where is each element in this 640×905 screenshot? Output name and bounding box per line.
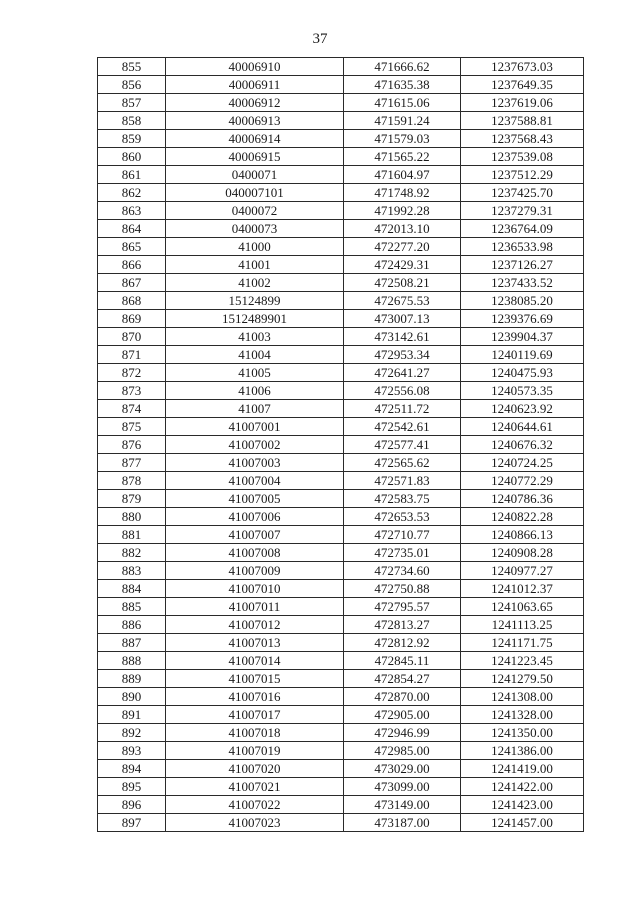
x-coordinate-cell: 472565.62 (344, 454, 461, 472)
point-id-cell: 41007012 (166, 616, 344, 634)
table-row (98, 580, 584, 598)
table-row (98, 508, 584, 526)
x-coordinate-cell: 472812.92 (344, 634, 461, 652)
x-coordinate-cell: 472583.75 (344, 490, 461, 508)
row-number-cell: 855 (98, 58, 166, 76)
table-row (98, 796, 584, 814)
row-number-cell: 870 (98, 328, 166, 346)
point-id-cell: 0400073 (166, 220, 344, 238)
y-coordinate-cell: 1240119.69 (461, 346, 584, 364)
table-row (98, 94, 584, 112)
point-id-cell: 41000 (166, 238, 344, 256)
row-number-cell: 880 (98, 508, 166, 526)
point-id-cell: 41007008 (166, 544, 344, 562)
x-coordinate-cell: 472429.31 (344, 256, 461, 274)
coordinates-table-body (98, 58, 584, 832)
x-coordinate-cell: 471579.03 (344, 130, 461, 148)
row-number-cell: 867 (98, 274, 166, 292)
point-id-cell: 41007007 (166, 526, 344, 544)
y-coordinate-cell: 1240822.28 (461, 508, 584, 526)
x-coordinate-cell: 472710.77 (344, 526, 461, 544)
y-coordinate-cell: 1237673.03 (461, 58, 584, 76)
point-id-cell: 0400072 (166, 202, 344, 220)
row-number-cell: 889 (98, 670, 166, 688)
point-id-cell: 41001 (166, 256, 344, 274)
table-row (98, 778, 584, 796)
y-coordinate-cell: 1237619.06 (461, 94, 584, 112)
table-row (98, 238, 584, 256)
table-row (98, 598, 584, 616)
row-number-cell: 892 (98, 724, 166, 742)
table-row (98, 616, 584, 634)
x-coordinate-cell: 472013.10 (344, 220, 461, 238)
row-number-cell: 871 (98, 346, 166, 364)
y-coordinate-cell: 1240623.92 (461, 400, 584, 418)
row-number-cell: 865 (98, 238, 166, 256)
point-id-cell: 41007001 (166, 418, 344, 436)
table-row (98, 472, 584, 490)
y-coordinate-cell: 1236764.09 (461, 220, 584, 238)
row-number-cell: 868 (98, 292, 166, 310)
row-number-cell: 894 (98, 760, 166, 778)
point-id-cell: 41005 (166, 364, 344, 382)
point-id-cell: 41002 (166, 274, 344, 292)
x-coordinate-cell: 473029.00 (344, 760, 461, 778)
x-coordinate-cell: 473142.61 (344, 328, 461, 346)
y-coordinate-cell: 1240866.13 (461, 526, 584, 544)
x-coordinate-cell: 471635.38 (344, 76, 461, 94)
row-number-cell: 896 (98, 796, 166, 814)
y-coordinate-cell: 1239376.69 (461, 310, 584, 328)
x-coordinate-cell: 473007.13 (344, 310, 461, 328)
y-coordinate-cell: 1236533.98 (461, 238, 584, 256)
y-coordinate-cell: 1241223.45 (461, 652, 584, 670)
x-coordinate-cell: 471992.28 (344, 202, 461, 220)
y-coordinate-cell: 1241386.00 (461, 742, 584, 760)
row-number-cell: 877 (98, 454, 166, 472)
row-number-cell: 885 (98, 598, 166, 616)
point-id-cell: 41007004 (166, 472, 344, 490)
y-coordinate-cell: 1241012.37 (461, 580, 584, 598)
coordinates-table (97, 57, 584, 832)
table-row (98, 418, 584, 436)
row-number-cell: 884 (98, 580, 166, 598)
point-id-cell: 15124899 (166, 292, 344, 310)
row-number-cell: 888 (98, 652, 166, 670)
y-coordinate-cell: 1241423.00 (461, 796, 584, 814)
point-id-cell: 41007021 (166, 778, 344, 796)
table-row (98, 724, 584, 742)
x-coordinate-cell: 472675.53 (344, 292, 461, 310)
point-id-cell: 41007017 (166, 706, 344, 724)
point-id-cell: 41007023 (166, 814, 344, 832)
row-number-cell: 864 (98, 220, 166, 238)
x-coordinate-cell: 472542.61 (344, 418, 461, 436)
point-id-cell: 40006911 (166, 76, 344, 94)
row-number-cell: 869 (98, 310, 166, 328)
table-row (98, 58, 584, 76)
x-coordinate-cell: 471604.97 (344, 166, 461, 184)
y-coordinate-cell: 1237588.81 (461, 112, 584, 130)
row-number-cell: 883 (98, 562, 166, 580)
x-coordinate-cell: 472734.60 (344, 562, 461, 580)
y-coordinate-cell: 1237649.35 (461, 76, 584, 94)
y-coordinate-cell: 1240772.29 (461, 472, 584, 490)
point-id-cell: 40006914 (166, 130, 344, 148)
row-number-cell: 859 (98, 130, 166, 148)
y-coordinate-cell: 1238085.20 (461, 292, 584, 310)
table-row (98, 310, 584, 328)
y-coordinate-cell: 1237539.08 (461, 148, 584, 166)
table-row (98, 490, 584, 508)
y-coordinate-cell: 1241171.75 (461, 634, 584, 652)
table-row (98, 76, 584, 94)
x-coordinate-cell: 471666.62 (344, 58, 461, 76)
table-row (98, 544, 584, 562)
x-coordinate-cell: 472845.11 (344, 652, 461, 670)
y-coordinate-cell: 1241419.00 (461, 760, 584, 778)
table-row (98, 274, 584, 292)
table-row (98, 292, 584, 310)
table-row (98, 130, 584, 148)
y-coordinate-cell: 1240676.32 (461, 436, 584, 454)
x-coordinate-cell: 473187.00 (344, 814, 461, 832)
point-id-cell: 41007020 (166, 760, 344, 778)
y-coordinate-cell: 1237433.52 (461, 274, 584, 292)
point-id-cell: 41007015 (166, 670, 344, 688)
y-coordinate-cell: 1239904.37 (461, 328, 584, 346)
y-coordinate-cell: 1241350.00 (461, 724, 584, 742)
y-coordinate-cell: 1240908.28 (461, 544, 584, 562)
row-number-cell: 863 (98, 202, 166, 220)
table-row (98, 112, 584, 130)
x-coordinate-cell: 472653.53 (344, 508, 461, 526)
table-row (98, 670, 584, 688)
row-number-cell: 893 (98, 742, 166, 760)
table-row (98, 652, 584, 670)
x-coordinate-cell: 472735.01 (344, 544, 461, 562)
point-id-cell: 41007010 (166, 580, 344, 598)
x-coordinate-cell: 472870.00 (344, 688, 461, 706)
point-id-cell: 41007022 (166, 796, 344, 814)
row-number-cell: 872 (98, 364, 166, 382)
row-number-cell: 891 (98, 706, 166, 724)
y-coordinate-cell: 1237512.29 (461, 166, 584, 184)
x-coordinate-cell: 472750.88 (344, 580, 461, 598)
point-id-cell: 0400071 (166, 166, 344, 184)
point-id-cell: 41007018 (166, 724, 344, 742)
point-id-cell: 41003 (166, 328, 344, 346)
table-row (98, 436, 584, 454)
x-coordinate-cell: 471565.22 (344, 148, 461, 166)
point-id-cell: 41007009 (166, 562, 344, 580)
point-id-cell: 41004 (166, 346, 344, 364)
point-id-cell: 41007016 (166, 688, 344, 706)
y-coordinate-cell: 1240644.61 (461, 418, 584, 436)
x-coordinate-cell: 473099.00 (344, 778, 461, 796)
y-coordinate-cell: 1241422.00 (461, 778, 584, 796)
x-coordinate-cell: 472571.83 (344, 472, 461, 490)
row-number-cell: 858 (98, 112, 166, 130)
table-row (98, 364, 584, 382)
row-number-cell: 856 (98, 76, 166, 94)
x-coordinate-cell: 472577.41 (344, 436, 461, 454)
y-coordinate-cell: 1237126.27 (461, 256, 584, 274)
y-coordinate-cell: 1237279.31 (461, 202, 584, 220)
y-coordinate-cell: 1240977.27 (461, 562, 584, 580)
x-coordinate-cell: 472277.20 (344, 238, 461, 256)
table-row (98, 220, 584, 238)
row-number-cell: 881 (98, 526, 166, 544)
row-number-cell: 862 (98, 184, 166, 202)
point-id-cell: 41007013 (166, 634, 344, 652)
y-coordinate-cell: 1237425.70 (461, 184, 584, 202)
x-coordinate-cell: 472953.34 (344, 346, 461, 364)
row-number-cell: 878 (98, 472, 166, 490)
table-row (98, 328, 584, 346)
x-coordinate-cell: 472508.21 (344, 274, 461, 292)
y-coordinate-cell: 1240786.36 (461, 490, 584, 508)
page-number: 37 (312, 31, 328, 47)
table-row (98, 814, 584, 832)
x-coordinate-cell: 472795.57 (344, 598, 461, 616)
point-id-cell: 41007002 (166, 436, 344, 454)
table-row (98, 400, 584, 418)
row-number-cell: 860 (98, 148, 166, 166)
point-id-cell: 41006 (166, 382, 344, 400)
point-id-cell: 040007101 (166, 184, 344, 202)
point-id-cell: 1512489901 (166, 310, 344, 328)
row-number-cell: 882 (98, 544, 166, 562)
row-number-cell: 879 (98, 490, 166, 508)
table-row (98, 382, 584, 400)
row-number-cell: 887 (98, 634, 166, 652)
x-coordinate-cell: 472813.27 (344, 616, 461, 634)
y-coordinate-cell: 1240475.93 (461, 364, 584, 382)
y-coordinate-cell: 1241328.00 (461, 706, 584, 724)
row-number-cell: 873 (98, 382, 166, 400)
y-coordinate-cell: 1241063.65 (461, 598, 584, 616)
y-coordinate-cell: 1237568.43 (461, 130, 584, 148)
x-coordinate-cell: 472556.08 (344, 382, 461, 400)
x-coordinate-cell: 471615.06 (344, 94, 461, 112)
point-id-cell: 41007003 (166, 454, 344, 472)
point-id-cell: 41007019 (166, 742, 344, 760)
point-id-cell: 41007 (166, 400, 344, 418)
row-number-cell: 876 (98, 436, 166, 454)
point-id-cell: 40006910 (166, 58, 344, 76)
y-coordinate-cell: 1240573.35 (461, 382, 584, 400)
table-row (98, 346, 584, 364)
table-row (98, 688, 584, 706)
row-number-cell: 890 (98, 688, 166, 706)
row-number-cell: 886 (98, 616, 166, 634)
table-row (98, 634, 584, 652)
table-row (98, 706, 584, 724)
table-row (98, 202, 584, 220)
y-coordinate-cell: 1241457.00 (461, 814, 584, 832)
point-id-cell: 40006913 (166, 112, 344, 130)
point-id-cell: 40006915 (166, 148, 344, 166)
x-coordinate-cell: 472985.00 (344, 742, 461, 760)
x-coordinate-cell: 472641.27 (344, 364, 461, 382)
table-row (98, 742, 584, 760)
point-id-cell: 40006912 (166, 94, 344, 112)
table-row (98, 562, 584, 580)
table-row (98, 148, 584, 166)
row-number-cell: 857 (98, 94, 166, 112)
row-number-cell: 866 (98, 256, 166, 274)
x-coordinate-cell: 471748.92 (344, 184, 461, 202)
y-coordinate-cell: 1241308.00 (461, 688, 584, 706)
table-row (98, 760, 584, 778)
point-id-cell: 41007014 (166, 652, 344, 670)
y-coordinate-cell: 1241279.50 (461, 670, 584, 688)
y-coordinate-cell: 1241113.25 (461, 616, 584, 634)
x-coordinate-cell: 472946.99 (344, 724, 461, 742)
table-row (98, 256, 584, 274)
table-row (98, 454, 584, 472)
x-coordinate-cell: 472905.00 (344, 706, 461, 724)
row-number-cell: 861 (98, 166, 166, 184)
row-number-cell: 895 (98, 778, 166, 796)
x-coordinate-cell: 473149.00 (344, 796, 461, 814)
x-coordinate-cell: 472854.27 (344, 670, 461, 688)
row-number-cell: 875 (98, 418, 166, 436)
table-row (98, 166, 584, 184)
point-id-cell: 41007005 (166, 490, 344, 508)
row-number-cell: 897 (98, 814, 166, 832)
point-id-cell: 41007011 (166, 598, 344, 616)
point-id-cell: 41007006 (166, 508, 344, 526)
x-coordinate-cell: 472511.72 (344, 400, 461, 418)
table-row (98, 184, 584, 202)
x-coordinate-cell: 471591.24 (344, 112, 461, 130)
table-row (98, 526, 584, 544)
row-number-cell: 874 (98, 400, 166, 418)
y-coordinate-cell: 1240724.25 (461, 454, 584, 472)
